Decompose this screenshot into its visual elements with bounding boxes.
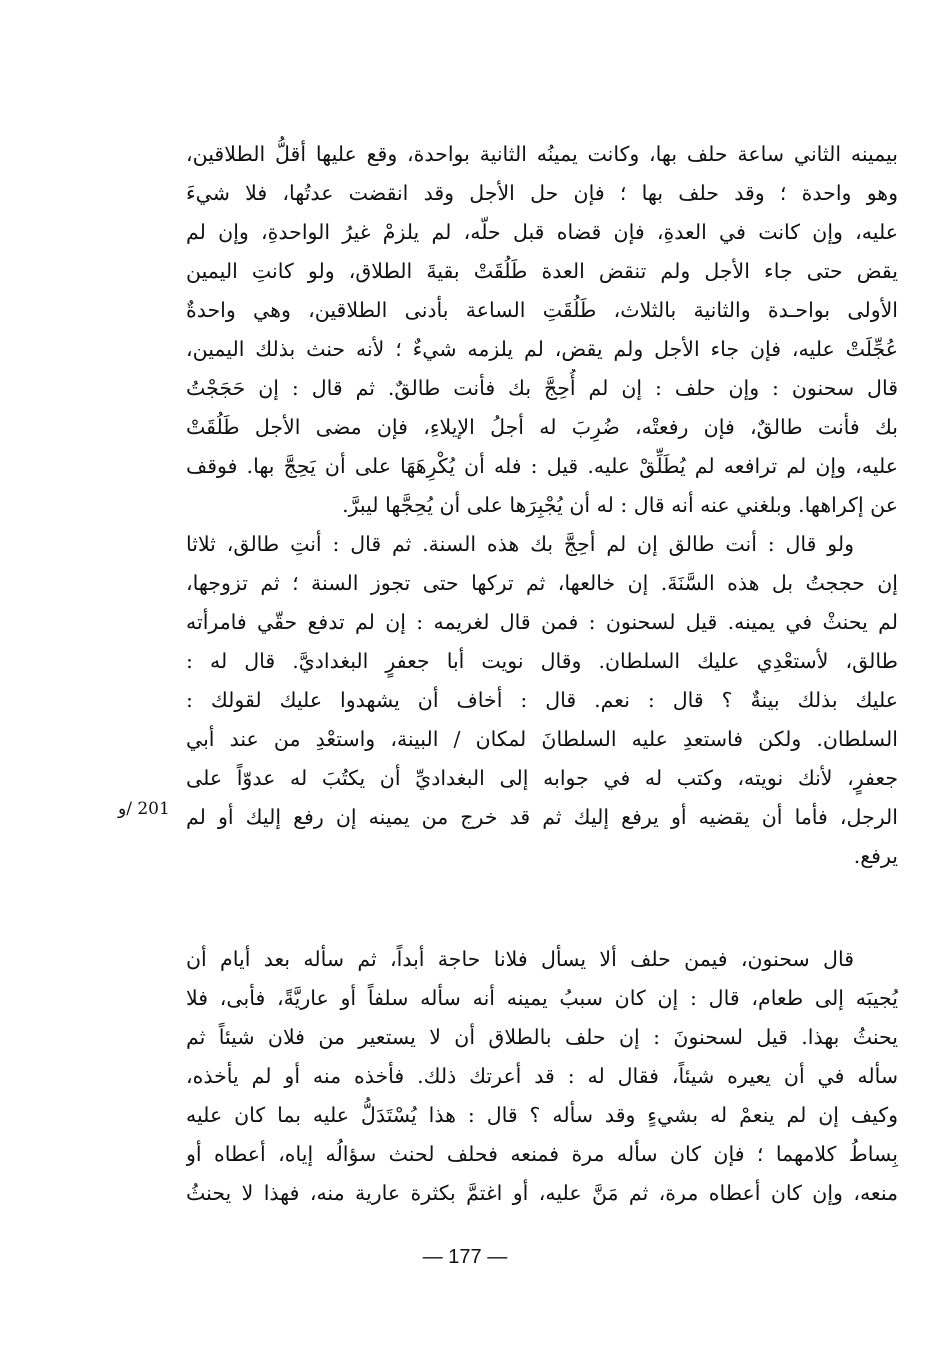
text-line: السلطان. ولكن فاستعدِ عليه السلطانَ لمكان / البينة، واستعْدِ من عند أبي <box>186 727 898 751</box>
main-text-block <box>186 135 898 876</box>
text-line: جعفرٍ، لأنك نويته، وكتب له في جوابه إلى البغداديِّ أن يكتُبَ له عدوّاً على <box>186 766 898 790</box>
text-line: وكيف إن لم ينعمْ له بشيءٍ وقد سأله ؟ قال : هذا يُسْتَدَلُّ عليه بما كان عليه <box>186 1103 898 1127</box>
text-line: عُجِّلَتْ عليه، فإن جاء الأجل ولم يقض، لم يلزمه شيءٌ ؛ لأنه حنث بذلك اليمين، <box>186 337 898 361</box>
text-line: عليك بذلك بينةٌ ؟ قال : نعم. قال : أخاف أن يشهدوا عليك لقولك : <box>186 688 898 712</box>
text-line: عن إكراهها. وبلغني عنه أنه قال : له أن يُجْبِرَها على أن يُحِجَّها ليبرَّ. <box>342 493 898 517</box>
folio-margin-note: 201 /و <box>118 799 170 819</box>
text-line: طالق، لأستعْدِي عليك السلطان. وقال نويت أبا جعفرٍ البغداديَّ. قال له : <box>186 649 898 673</box>
text-line: الرجل، فأما أن يقضيه أو يرفع إليك ثم قد خرج من يمينه إن رفع إليك أو لم <box>186 805 898 829</box>
text-line: عليه، وإن كانت في العدةِ، فإن قضاه قبل حلّه، لم يلزمْ غيرُ الواحدةِ، وإن لم <box>186 220 898 244</box>
text-line: سأله في أن يعيره شيئاً، فقال له : قد أعرتك ذلك. فأخذه منه أو لم يأخذه، <box>186 1064 898 1088</box>
text-line: يقض حتى جاء الأجل ولم تنقض العدة طَلُقَتْ بقيةَ الطلاق، ولو كانتِ اليمين <box>186 259 898 283</box>
text-line: الأولى بواحـدة والثانية بالثلاث، طَلُقَتِ الساعة بأدنى الطلاقين، وهي واحدةٌ <box>186 298 898 322</box>
text-line: بك فأنت طالقٌ، فإن رفعتْه، ضُرِبَ له أجلُ الإيلاءِ، فإن مضى الأجل طَلُقَتْ <box>186 415 898 439</box>
text-line: بيمينه الثاني ساعة حلف بها، وكانت يمينُه الثانية بواحدة، وقع عليها أقلُّ الطلاقين، <box>186 142 898 166</box>
text-line: لم يحنثْ في يمينه. قيل لسحنون : فمن قال لغريمه : إن لم تدفع حقّي فامرأته <box>186 610 898 634</box>
text-line: إن حججتُ بل هذه السَّنَةَ. إن خالعها، ثم تركها حتى تجوز السنة ؛ ثم تزوجها، <box>186 571 898 595</box>
paragraph-start-line: ولو قال : أنت طالق إن لم أحِجَّ بك هذه السنة. ثم قال : أنتِ طالق، ثلاثا <box>186 532 854 556</box>
page-number: — 177 — <box>422 1246 508 1268</box>
text-line: يحنثُ بهذا. قيل لسحنونَ : إن حلف بالطلاق أن لا يستعير من فلان شيئاً ثم <box>186 1025 898 1049</box>
text-line: منعه، وإن كان أعطاه مرة، ثم مَنَّ عليه، أو اغتمَّ بكثرة عارية منه، فهذا لا يحنثُ <box>186 1181 898 1205</box>
text-line: بِساطُ كلامهما ؛ فإن كان سأله مرة فمنعه فحلف لحنث سؤالُه إياه، أعطاه أو <box>186 1142 898 1166</box>
text-line: عليه، وإن لم ترافعه لم يُطَلِّقْ عليه. قيل : فله أن يُكْرِهَهَا على أن يَحِجَّ بها. فوقف <box>186 454 898 478</box>
text-line: يرفع. <box>853 844 898 868</box>
text-line: قال سحنون : وإن حلف : إن لم أُحِجَّ بك فأنت طالقٌ. ثم قال : إن حَجَجْتُ <box>186 376 898 400</box>
text-line: يُجيبَه إلى طعام، قال : إن كان سببُ يمينه أنه سأله سلفاً أو عاريَّةً، فأبى، فلا <box>186 986 898 1010</box>
second-text-block <box>186 940 898 1213</box>
text-line: وهو واحدة ؛ وقد حلف بها ؛ فإن حل الأجل وقد انقضت عدتُها، فلا شيءَ <box>186 181 898 205</box>
paragraph-start-line: قال سحنون، فيمن حلف ألا يسأل فلانا حاجة أبداً، ثم سأله بعد أيام أن <box>186 947 854 971</box>
